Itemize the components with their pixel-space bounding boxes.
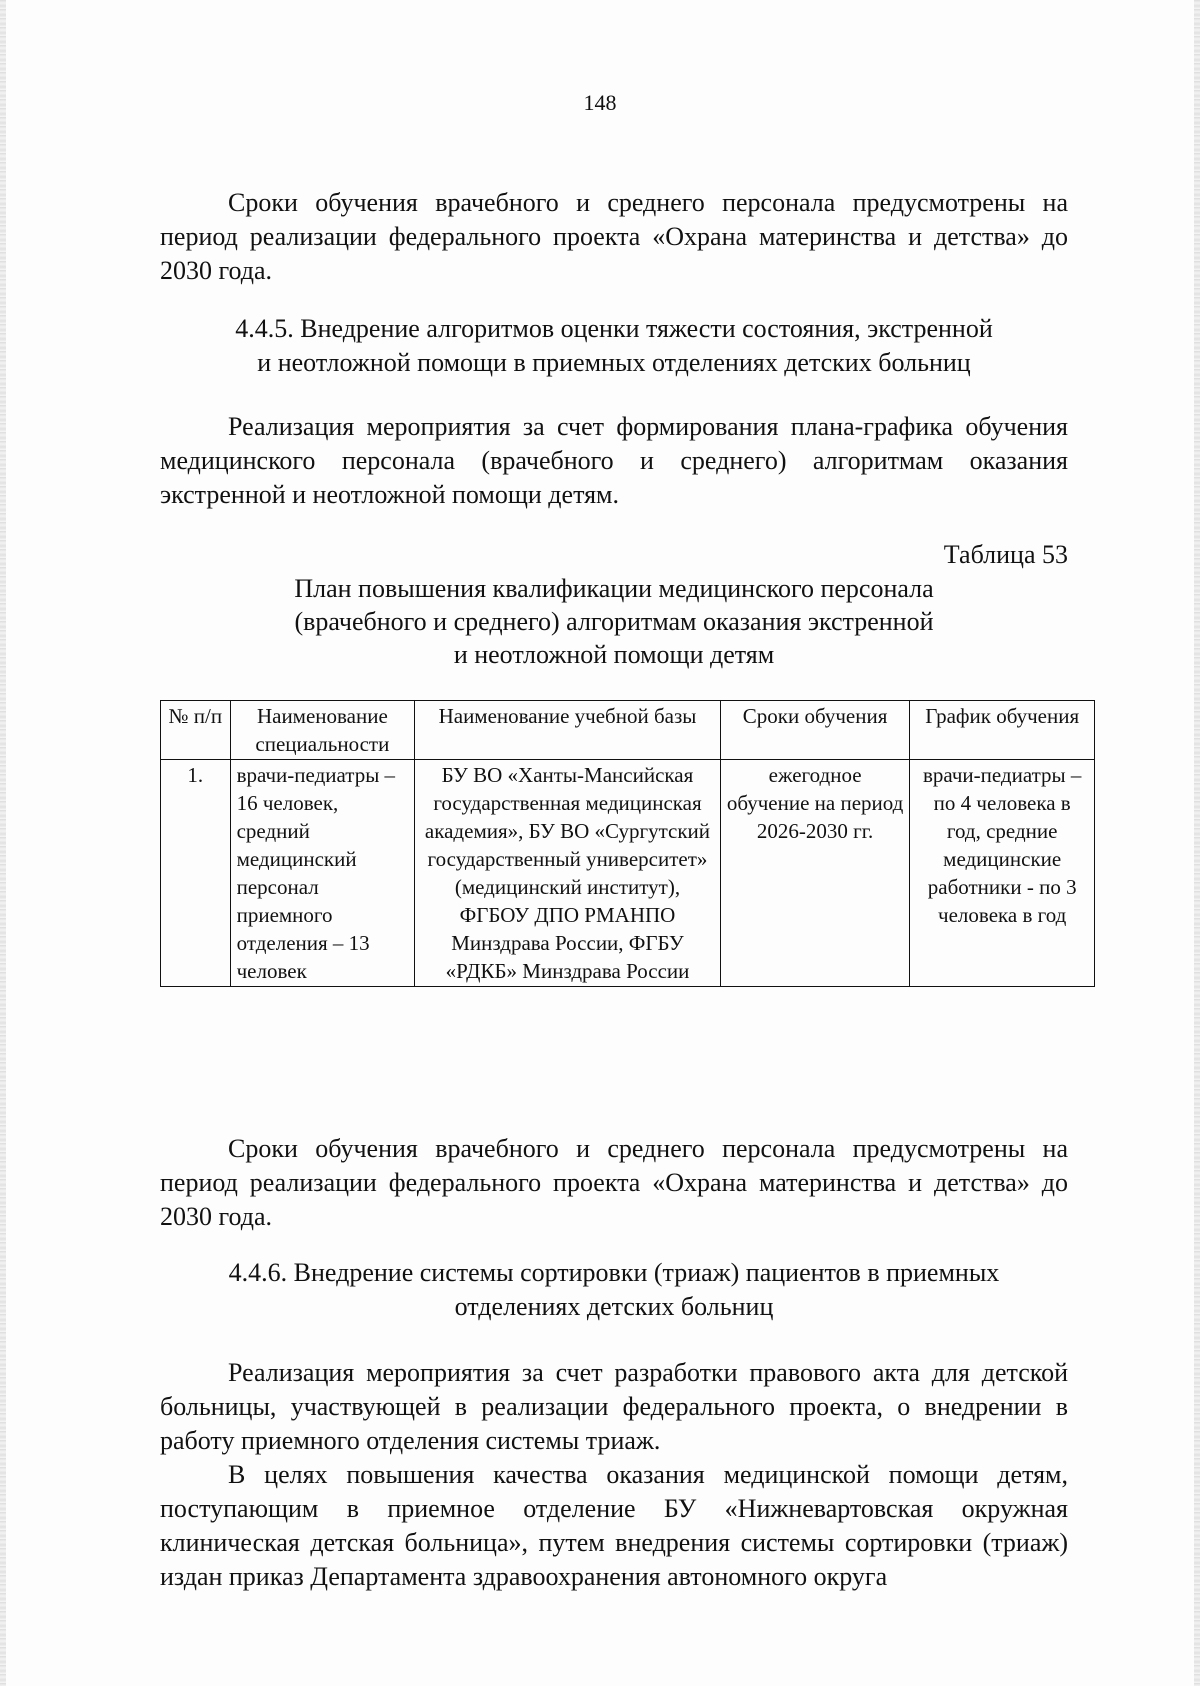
after-table-paragraph: Сроки обучения врачебного и среднего персонала предусмотрены на период реализации федерального проекта «Охрана материнства и детства» до 2030 года. — [160, 1134, 1068, 1231]
section-445-heading — [160, 312, 1068, 380]
header-specialty: Наименование специальности — [230, 701, 415, 760]
header-base: Наименование учебной базы — [415, 701, 721, 760]
training-plan-table — [160, 700, 1095, 987]
table-title-line3: и неотложной помощи детям — [453, 640, 775, 669]
header-terms: Сроки обучения — [720, 701, 910, 760]
cell-specialty: врачи-педиатры – 16 человек, средний медицинский персонал приемного отделения – 13 человек — [230, 760, 415, 987]
intro-paragraph: Сроки обучения врачебного и среднего персонала предусмотрены на период реализации федерального проекта «Охрана материнства и детства» до 2030 года. — [160, 188, 1068, 285]
table-header-row — [161, 701, 1095, 760]
cell-base: БУ ВО «Ханты-Мансийская государственная медицинская академия», БУ ВО «Сургутский государственный университет» (медицинский институт), ФГБОУ ДПО РМАНПО Минздрава России, ФГБУ «РДКБ» Минздрава России — [415, 760, 721, 987]
section-445-heading-line1: 4.4.5. Внедрение алгоритмов оценки тяжести состояния, экстренной — [235, 314, 993, 343]
section-445-paragraph: Реализация мероприятия за счет формирования плана-графика обучения медицинского персонала (врачебного и среднего) алгоритмам оказания экстренной и неотложной помощи детям. — [160, 412, 1068, 509]
scan-edge-left — [0, 0, 6, 1686]
table-row — [161, 760, 1095, 987]
cell-terms: ежегодное обучение на период 2026-2030 гг. — [720, 760, 910, 987]
section-445-heading-line2: и неотложной помощи в приемных отделениях детских больниц — [257, 348, 971, 377]
table-title-line1: План повышения квалификации медицинского персонала — [294, 574, 934, 603]
page-number: 148 — [583, 90, 617, 115]
section-446-heading — [160, 1256, 1068, 1324]
section-446-heading-line1: 4.4.6. Внедрение системы сортировки (триаж) пациентов в приемных — [228, 1258, 1000, 1287]
table-label: Таблица 53 — [943, 540, 1068, 569]
section-446-paragraph-1: Реализация мероприятия за счет разработки правового акта для детской больницы, участвующей в реализации федерального проекта, о внедрении в работу приемного отделения системы триаж. — [160, 1358, 1068, 1455]
section-446-paragraph-2: В целях повышения качества оказания медицинской помощи детям, поступающим в приемное отделение БУ «Нижневартовская окружная клиническая детская больница», путем внедрения системы сортировки (триаж) издан приказ Департамента здравоохранения автономного округа — [160, 1460, 1068, 1591]
header-schedule: График обучения — [910, 701, 1095, 760]
cell-num: 1. — [161, 760, 231, 987]
header-num: № п/п — [161, 701, 231, 760]
cell-schedule: врачи-педиатры – по 4 человека в год, средние медицинские работники - по 3 человека в год — [910, 760, 1095, 987]
table-title — [160, 572, 1068, 671]
table-title-line2: (врачебного и среднего) алгоритмам оказания экстренной — [294, 607, 934, 636]
section-446-heading-line2: отделениях детских больниц — [454, 1292, 774, 1321]
scan-edge-right — [1194, 0, 1200, 1686]
